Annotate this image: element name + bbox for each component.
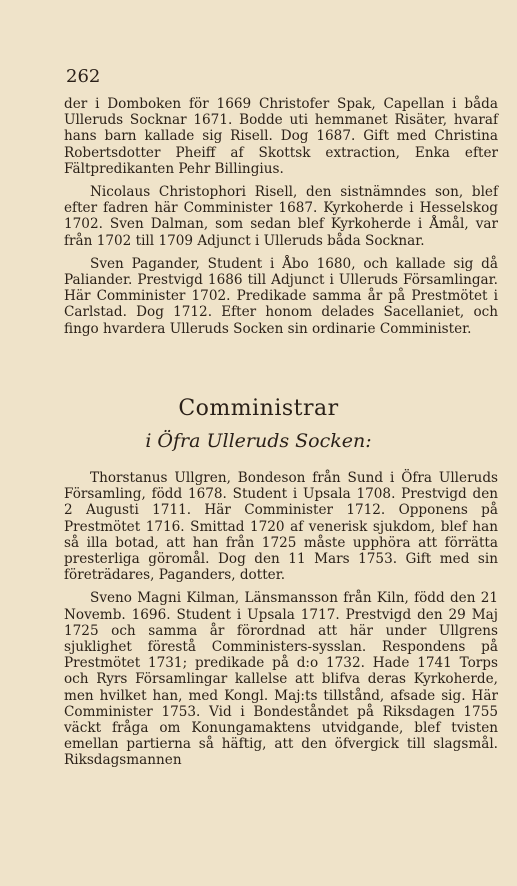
text-section-lower (64, 470, 498, 776)
page-number: 262 (66, 66, 101, 87)
paragraph-kilman: Sveno Magni Kilman, Länsmansson från Kiln, född den 21 Novemb. 1696. Student i Upsala 1717. Prestvigd den 29 Maj 1725 och samma år förordnad att här under Ullgrens sjuklighet förestå Comministers-sysslan. Respondens på Prestmötet 1731; predikade på d:o 1732. Hade 1741 Torps och Ryrs Församlingar kallelse att blifva deras Kyrkoherde, men hvilket han, med Kongl. Maj:ts tillstånd, afsade sig. Här Comminister 1753. Vid i Bondeståndet på Riksdagen 1755 väckt fråga om Konungamaktens utvidgande, blef tvisten emellan partierna så häftig, att den öfvergick till slagsmål. Riksdagsmannen (64, 590, 498, 769)
paragraph-spak: der i Domboken för 1669 Christofer Spak, Capellan i båda Ulleruds Socknar 1671. Bodde uti hemmanet Risäter, hvaraf hans barn kallade sig Risell. Dog 1687. Gift med Christina Robertsdotter Pheiff af Skottsk extraction, Enka efter Fältpredikanten Pehr Billingius. (64, 96, 498, 177)
paragraph-pagander: Sven Pagander, Student i Åbo 1680, och kallade sig då Paliander. Prestvigd 1686 till Adjunct i Ulleruds Församlingar. Här Comminister 1702. Predikade samma år på Prestmötet i Carlstad. Dog 1712. Efter honom delades Sacellaniet, och fingo hvardera Ulleruds Socken sin ordinarie Comminister. (64, 255, 498, 337)
text-section-upper (64, 96, 498, 344)
paragraph-ullgren: Thorstanus Ullgren, Bondeson från Sund i Öfra Ulleruds Församling, född 1678. Student i Upsala 1708. Prestvigd den 2 Augusti 1711. Här Comminister 1712. Opponens på Prestmötet 1716. Smittad 1720 af venerisk sjukdom, blef han så illa botad, att han från 1725 måste upphöra att förrätta presterliga göromål. Dog den 11 Mars 1753. Gift med sin företrädares, Paganders, dotter. (64, 470, 498, 584)
paragraph-risell: Nicolaus Christophori Risell, den sistnämndes son, blef efter fadren här Comminister 1687. Kyrkoherde i Hesselskog 1702. Sven Dalman, som sedan blef Kyrkoherde i Åmål, var från 1702 till 1709 Adjunct i Ulleruds båda Socknar. (64, 184, 498, 249)
section-subheading: i Öfra Ulleruds Socken: (145, 430, 372, 452)
section-heading: Comministrar (178, 396, 339, 421)
